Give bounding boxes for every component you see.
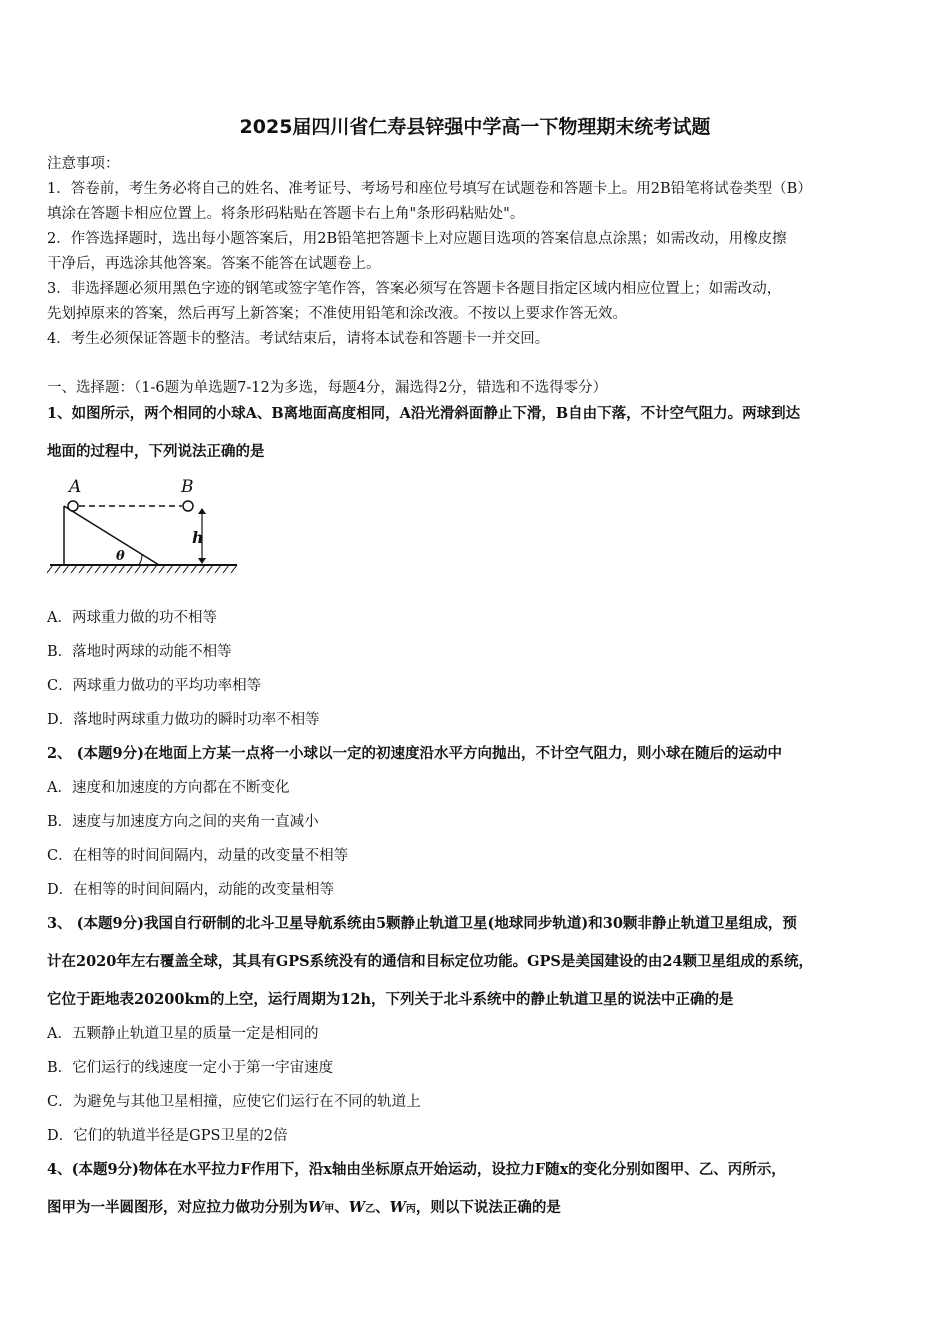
question-stem: 4、(本题9分)物体在水平拉力F作用下，沿x轴由坐标原点开始运动，设拉力F随x的变化分别如图甲、乙、丙所示， — [47, 1161, 786, 1178]
section-heading: 一、选择题：（1-6题为单选题7-12为多选，每题4分，漏选得2分，错选和不选得零分） — [47, 380, 608, 396]
label-a: A — [69, 477, 82, 497]
option: D．在相等的时间间隔内，动能的改变量相等 — [47, 882, 335, 898]
notice-line: 3．非选择题必须用黑色字迹的钢笔或签字笔作答，答案必须写在答题卡各题目指定区域内相应位置上；如需改动， — [47, 281, 782, 297]
option: C．在相等的时间间隔内，动量的改变量不相等 — [47, 848, 349, 864]
option: A．速度和加速度的方向都在不断变化 — [47, 780, 290, 796]
page-title: 2025届四川省仁寿县锌强中学高一下物理期末统考试题 — [239, 116, 711, 138]
ball-a — [68, 501, 78, 511]
notice-line: 填涂在答题卡相应位置上。将条形码粘贴在答题卡右上角"条形码粘贴处"。 — [47, 206, 525, 222]
question-stem: 1、如图所示，两个相同的小球A、B离地面高度相同，A沿光滑斜面静止下滑，B自由下落，不计空气阻力。两球到达 — [47, 405, 801, 422]
ball-b — [183, 501, 193, 511]
option: A．五颗静止轨道卫星的质量一定是相同的 — [47, 1026, 319, 1042]
question-stem: 2、 (本题9分)在地面上方某一点将一小球以一定的初速度沿水平方向抛出，不计空气阻力，则小球在随后的运动中 — [47, 745, 782, 762]
question-stem: 地面的过程中，下列说法正确的是 — [47, 443, 265, 460]
label-theta: θ — [116, 549, 125, 564]
notice-line: 先划掉原来的答案，然后再写上新答案；不准使用铅笔和涂改液。不按以上要求作答无效。 — [47, 306, 627, 322]
label-b: B — [181, 477, 194, 497]
option: D．落地时两球重力做功的瞬时功率不相等 — [47, 712, 320, 728]
notice-line: 4．考生必须保证答题卡的整洁。考试结束后，请将本试卷和答题卡一并交回。 — [47, 331, 550, 347]
question-stem: 计在2020年左右覆盖全球，其具有GPS系统没有的通信和目标定位功能。GPS是美国建设的由24颗卫星组成的系统， — [47, 953, 814, 970]
option: D．它们的轨道半径是GPS卫星的2倍 — [47, 1128, 288, 1144]
notice-heading: 注意事项： — [47, 156, 120, 172]
incline-diagram — [47, 470, 247, 580]
question-stem: 图甲为一半圆图形，对应拉力做功分别为W甲、W乙、W丙，则以下说法正确的是 — [47, 1199, 561, 1216]
option: B．它们运行的线速度一定小于第一宇宙速度 — [47, 1060, 334, 1076]
question-stem: 3、 (本题9分)我国自行研制的北斗卫星导航系统由5颗静止轨道卫星(地球同步轨道)和30颗非静止轨道卫星组成，预 — [47, 915, 797, 932]
notice-line: 2．作答选择题时，选出每小题答案后，用2B铅笔把答题卡上对应题目选项的答案信息点涂黑；如需改动，用橡皮擦 — [47, 231, 787, 247]
notice-line: 干净后，再选涂其他答案。答案不能答在试题卷上。 — [47, 256, 381, 272]
option: B．速度与加速度方向之间的夹角一直减小 — [47, 814, 319, 830]
label-h: h — [192, 528, 204, 547]
question-stem: 它位于距地表20200km的上空，运行周期为12h，下列关于北斗系统中的静止轨道卫星的说法中正确的是 — [47, 991, 734, 1008]
option: B．落地时两球的动能不相等 — [47, 644, 232, 660]
option: C．为避免与其他卫星相撞，应使它们运行在不同的轨道上 — [47, 1094, 421, 1110]
option: A．两球重力做的功不相等 — [47, 610, 217, 626]
notice-line: 1．答卷前，考生务必将自己的姓名、准考证号、考场号和座位号填写在试题卷和答题卡上。用2B铅笔将试卷类型（B） — [47, 181, 812, 197]
option: C．两球重力做功的平均功率相等 — [47, 678, 262, 694]
